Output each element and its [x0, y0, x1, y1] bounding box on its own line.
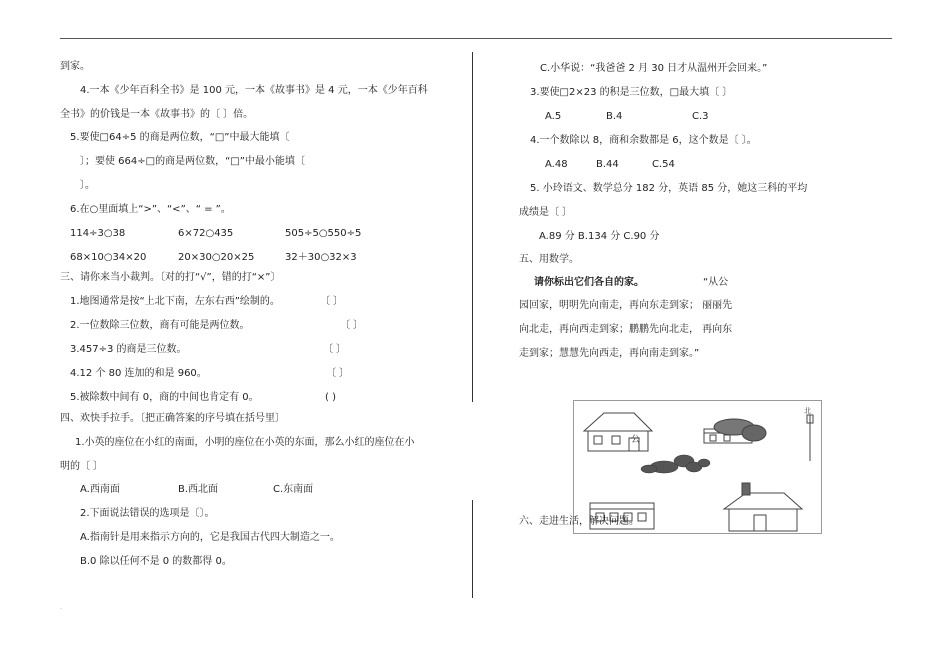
map-task-title: 请你标出它们各自的家。	[534, 277, 644, 288]
mc-5-line2: 成绩是〔 〕	[519, 207, 573, 218]
map-drawing	[574, 401, 821, 533]
mc-5-options: A.89 分 B.134 分 C.90 分	[539, 231, 660, 242]
question-5-line2: 〕；要使 664÷□的商是两位数，“□”中最小能填〔	[80, 156, 305, 167]
column-divider-lower	[472, 500, 473, 598]
judge-4: 4.12 个 80 连加的和是 960。	[70, 368, 207, 379]
answer-bracket: 〔 〕	[340, 320, 364, 331]
answer-bracket: 〔 〕	[326, 368, 350, 379]
section-5-heading: 五、用数学。	[519, 254, 579, 265]
section-4-heading: 四、欢快手拉手。〔把正确答案的序号填在括号里〕	[60, 413, 285, 424]
mc-option: B.0 除以任何不是 0 的数都得 0。	[80, 556, 232, 567]
house-icon	[584, 413, 652, 451]
mc-option: C.东南面	[273, 484, 314, 495]
section-6-heading: 六、走进生活，解决问题。	[519, 516, 639, 527]
park-icon	[641, 455, 710, 473]
question-5-line1: 5.要使□64÷5 的商是两位数，“□”中最大能填〔	[70, 132, 290, 143]
question-4-line2: 全书》的价钱是一本《故事书》的〔 〕倍。	[60, 109, 254, 120]
map-task-line: 向北走，再向西走到家；鹏鹏先向北走， 再向东	[519, 324, 733, 335]
house-icon	[704, 419, 766, 443]
answer-bracket: 〔 〕	[323, 344, 347, 355]
compare-item: 114÷3○38	[70, 228, 126, 239]
column-divider	[472, 52, 473, 402]
mc-option: C.54	[652, 159, 675, 170]
mc-option: A.西南面	[80, 484, 120, 495]
compare-item: 505÷5○550÷5	[285, 228, 362, 239]
question-5-line3: 〕。	[80, 180, 95, 191]
mc-option: A.5	[545, 111, 562, 122]
mc-2: 2.下面说法错误的选项是〔〕。	[80, 508, 215, 519]
mc-option: B.44	[596, 159, 619, 170]
mc-1-line2: 明的〔 〕	[60, 461, 104, 472]
top-rule	[60, 38, 892, 39]
map-task-quote-start: “从公	[703, 277, 729, 288]
compare-item: 6×72○435	[178, 228, 234, 239]
house-icon	[724, 483, 802, 531]
north-label: 北	[804, 407, 811, 415]
mc-option: B.4	[606, 111, 623, 122]
judge-5: 5.被除数中间有 0，商的中间也肯定有 0。	[70, 392, 259, 403]
mc-option: B.西北面	[178, 484, 219, 495]
north-arrow-icon	[807, 415, 813, 461]
footer-dot: .	[60, 604, 62, 611]
map-illustration	[573, 400, 822, 534]
mc-4: 4.一个数除以 8，商和余数都是 6，这个数是〔 〕。	[530, 135, 757, 146]
mc-option: C.3	[692, 111, 709, 122]
mc-3: 3.要使□2×23 的积是三位数，□最大填〔 〕	[530, 87, 733, 98]
mc-option: A.48	[545, 159, 568, 170]
judge-1: 1.地图通常是按“上北下南，左东右西”绘制的。	[70, 296, 280, 307]
mc-5-line1: 5. 小玲语文、数学总分 182 分，英语 85 分，她这三科的平均	[530, 183, 808, 194]
judge-2: 2.一位数除三位数，商有可能是两位数。	[70, 320, 250, 331]
section-3-heading: 三、请你来当小裁判。〔对的打“√”，错的打“×”〕	[60, 272, 281, 283]
question-6: 6.在○里面填上“>”、“<”、“ = ”。	[70, 204, 231, 215]
compare-item: 32＋30○32×3	[285, 252, 357, 263]
question-4-line1: 4.一本《少年百科全书》是 100 元，一本《故事书》是 4 元，一本《少年百科	[80, 85, 428, 96]
judge-3: 3.457÷3 的商是三位数。	[70, 344, 187, 355]
text-line: 到家。	[60, 61, 90, 72]
mc-1-line1: 1.小英的座位在小红的南面，小明的座位在小英的东面，那么小红的座位在小	[75, 437, 415, 448]
mc-option: A.指南针是用来指示方向的，它是我国古代四大制造之一。	[80, 532, 340, 543]
map-task-line: 走到家；慧慧先向西走，再向南走到家。”	[519, 348, 700, 359]
map-task-line: 园回家，明明先向南走，再向东走到家； 丽丽先	[519, 300, 733, 311]
compare-item: 68×10○34×20	[70, 252, 147, 263]
park-label: 公	[631, 435, 641, 445]
answer-bracket: ( )	[325, 392, 336, 403]
mc-option: C.小华说：“我爸爸 2 月 30 日才从温州开会回来。”	[540, 63, 768, 74]
compare-item: 20×30○20×25	[178, 252, 255, 263]
answer-bracket: 〔 〕	[320, 296, 344, 307]
